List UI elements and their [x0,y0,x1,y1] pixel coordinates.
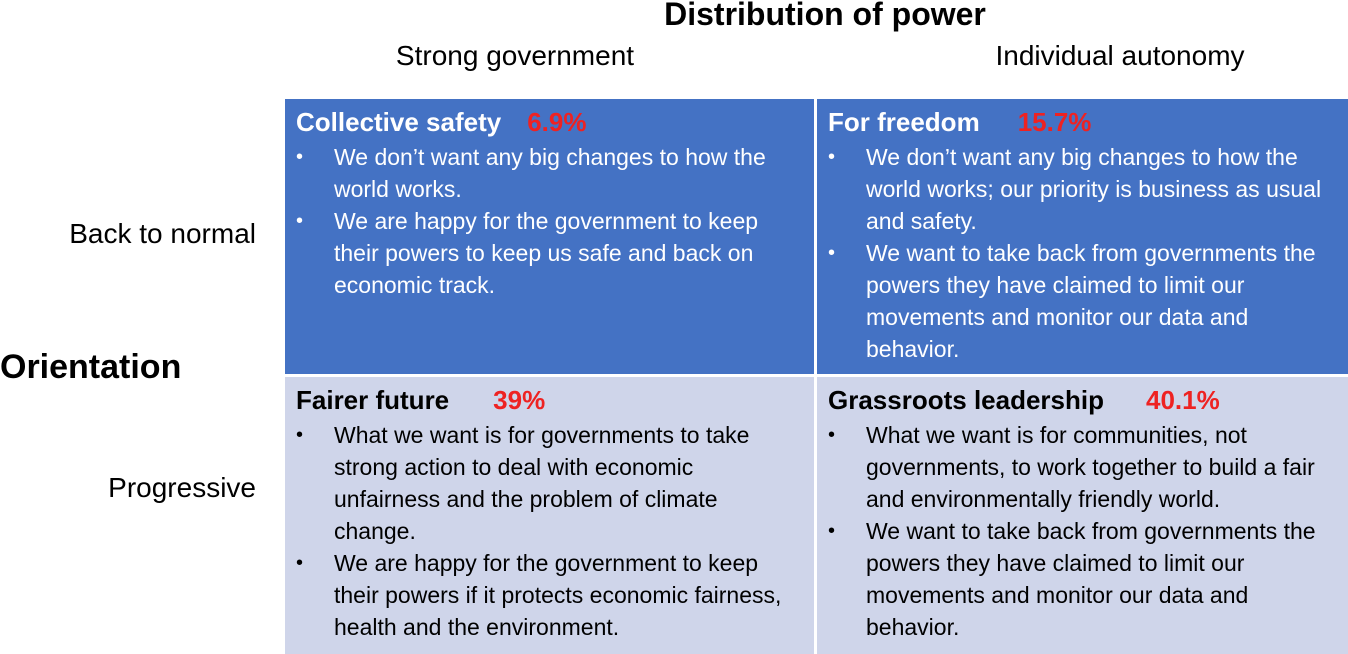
quadrant-title: For freedom [828,107,980,137]
bullet-list [828,419,1338,643]
quadrant-percent: 6.9% [527,107,587,137]
quadrant-title: Fairer future [296,385,450,415]
diagram-title: Distribution of power [664,0,986,32]
bullet-item: • We want to take back from governments the powers they have claimed to limit our movements and monitor our data and behavior. [828,237,1338,365]
bullet-item: • We want to take back from governments the powers they have claimed to limit our movements and monitor our data and behavior. [828,515,1338,643]
quadrant-collective-safety [285,99,814,374]
quadrant-percent: 40.1% [1146,385,1220,415]
column-header-individual-autonomy: Individual autonomy [995,40,1245,71]
row-header-back-to-normal: Back to normal [69,218,256,249]
bullet-item: • What we want is for communities, not governments, to work together to build a fair and environmentally friendly world. [828,419,1338,515]
row-axis-label: Orientation [0,348,182,386]
bullet-item: • We are happy for the government to keep their powers if it protects economic fairness, health and the environment. [296,547,804,643]
bullet-list [296,419,804,643]
column-header-strong-government: Strong government [395,40,635,71]
row-header-progressive: Progressive [108,472,256,503]
bullet-item: • We don’t want any big changes to how the world works; our priority is business as usual and safety. [828,141,1338,237]
bullet-item: • We are happy for the government to keep their powers to keep us safe and back on economic track. [296,205,804,301]
quadrant-percent: 39% [493,385,546,415]
bullet-list [296,141,804,301]
quadrant-percent: 15.7% [1017,107,1092,137]
bullet-item: • What we want is for governments to take strong action to deal with economic unfairness and the problem of climate change. [296,419,804,547]
quadrant-title: Grassroots leadership [828,385,1104,415]
bullet-list [828,141,1338,365]
quadrant-title: Collective safety [296,107,502,137]
quadrant-fairer-future [285,377,814,654]
quadrant-for-freedom [817,99,1348,374]
bullet-item: • We don’t want any big changes to how the world works. [296,141,804,205]
quadrant-grassroots-leadership [817,377,1348,654]
